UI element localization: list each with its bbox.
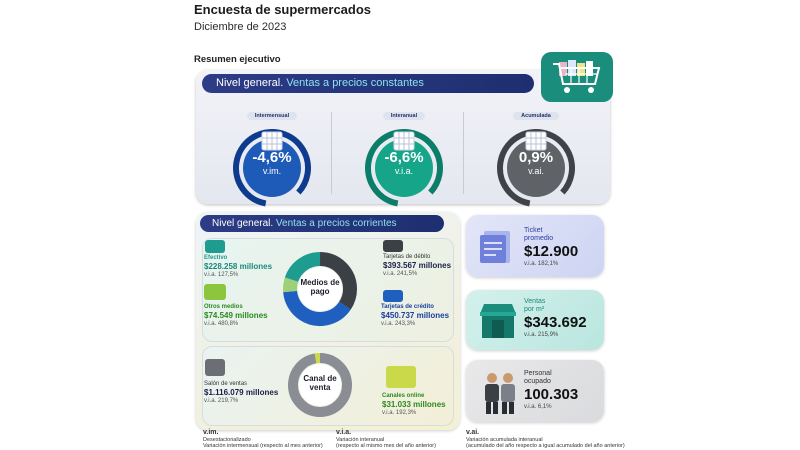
constant-header-rest: Ventas a precios constantes [283,77,424,89]
other-payments-block [204,304,268,329]
staff-card [466,360,604,422]
other-payments-name: Otros medios [204,304,243,310]
legend-via-abbr: v.i.a. [336,429,352,436]
ticket-via: v.i.a. 182,1% [524,261,559,267]
cash-via: v.i.a. 127,5% [204,272,239,278]
sales-label-1: Ventas [524,298,546,305]
gauge-value: -6,6% [384,149,424,166]
payment-donut-center: Medios de pago [300,278,340,296]
cash-name: Efectivo [204,255,228,261]
cash-amount: $228.258 millones [204,261,273,271]
sales-label-2: por m² [524,306,545,313]
sales-per-m2-card [466,290,604,350]
debit-name: Tarjetas de débito [383,254,431,260]
gauge-label: Acumulada [513,112,559,120]
receipt-icon [478,229,518,265]
gauge-label: Intermensual [247,112,297,120]
gauge-0 [224,104,320,208]
gauge-value: 0,9% [518,149,554,166]
channel-donut-center: Canal de venta [303,374,337,392]
legend-vim [203,430,323,450]
gauge-unit: v.im. [262,166,282,176]
sales-value: $343.692 [524,314,587,331]
debit-block [383,254,451,279]
staff-label-2: ocupado [524,378,551,385]
credit-name: Tarjetas de crédito [381,304,434,310]
credit-card-icon [383,290,403,302]
legend-vim-term: Desestacionalizado [203,436,251,443]
debit-via: v.i.a. 241,5% [383,271,418,277]
current-prices-header [200,215,444,232]
salon-via: v.i.a. 219,7% [204,398,239,404]
legend-vai-desc: (acumulado del año respecto a igual acumulado del año anterior) [466,443,625,449]
credit-amount: $450.737 millones [381,310,450,320]
credit-block [381,304,449,329]
legend-vai [466,430,625,450]
storefront-icon [478,302,518,340]
online-block [382,393,446,418]
ticket-value: $12.900 [524,243,579,260]
online-via: v.i.a. 192,3% [382,410,417,416]
legend-via-desc: (respecto al mismo mes del año anterior) [336,443,436,449]
store-icon [205,359,225,376]
legend-vim-desc: Variación intermensual (respecto al mes anterior) [203,443,323,449]
staff-label-1: Personal [524,370,552,377]
debit-card-icon [383,240,403,252]
debit-amount: $393.567 millones [383,260,452,270]
ticket-card [466,215,604,277]
gauge-divider [463,112,464,194]
salon-amount: $1.116.079 millones [204,387,279,397]
section-title: Resumen ejecutivo [194,54,281,65]
gauge-divider [331,112,332,194]
constant-prices-header [202,74,534,93]
gauge-1 [356,104,452,208]
other-payments-icon [204,284,226,300]
cash-block [204,255,272,280]
credit-via: v.i.a. 243,3% [381,321,416,327]
report-date: Diciembre de 2023 [194,21,287,33]
legend-vai-abbr: v.ai. [466,429,480,436]
ticket-label-1: Ticket [524,227,543,234]
current-header-bold: Nivel general. [212,218,274,229]
other-payments-amount: $74.549 millones [204,310,268,320]
other-payments-via: v.i.a. 480,8% [204,321,239,327]
cash-icon [205,240,225,253]
current-header-rest: Ventas a precios corrientes [273,218,397,229]
legend-via [336,430,436,450]
legend-via-term: Variación interanual [336,436,385,443]
legend-vai-term: Variación acumulada interanual [466,436,543,443]
ticket-label-2: promedio [524,235,554,242]
constant-header-bold: Nivel general. [216,77,284,89]
legend-vim-abbr: v.im. [203,429,219,436]
gauge-2 [488,104,584,208]
online-name: Canales online [382,393,425,399]
staff-value: 100.303 [524,386,579,403]
gauge-value: -4,6% [252,149,292,166]
gauge-label: Interanual [383,112,425,120]
sales-via: v.i.a. 215,9% [524,332,559,338]
salon-block [204,381,278,406]
gauge-unit: v.i.a. [394,166,414,176]
staff-via: v.i.a. 6,1% [524,404,552,410]
report-title: Encuesta de supermercados [194,2,372,17]
devices-icon [386,366,416,388]
salon-name: Salón de ventas [204,381,248,387]
gauge-unit: v.ai. [528,166,544,176]
online-amount: $31.033 millones [382,399,446,409]
workers-icon [480,370,520,416]
shopping-cart-icon [541,52,613,102]
